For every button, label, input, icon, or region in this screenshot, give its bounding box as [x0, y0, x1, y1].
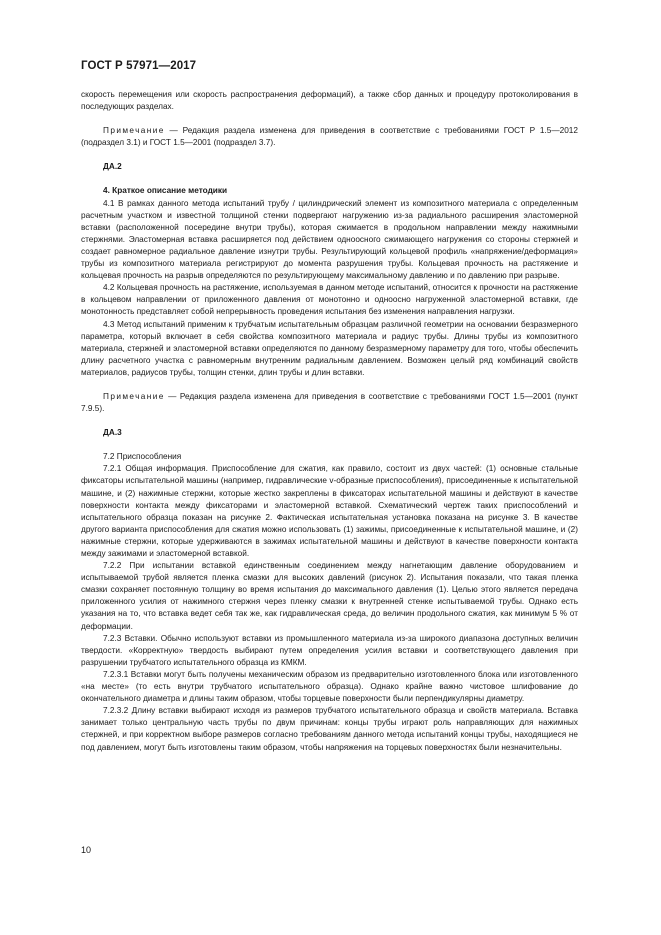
section-heading-4: 4. Краткое описание методики	[103, 186, 228, 196]
clause-7-2-3: 7.2.3 Вставки. Обычно используют вставки из промышленного материала из-за широкого диапазона доступных величин твердости. «Корректную» твердость выбирают путем определения усилия вставки и соответствующего давления при разрушении трубчатого испытательного образца из КМКМ.	[81, 633, 578, 667]
page-number: 10	[81, 845, 92, 855]
note-label: Примечание	[103, 391, 165, 401]
standard-header: ГОСТ Р 57971—2017	[81, 60, 197, 72]
clause-7-2-2: 7.2.2 При испытании вставкой единственным соединением между нагнетающим давление оборудованием и испытываемой трубой является пленка смазки для высоких давлений (рисунок 2). Испытания показали, что такая пленка смазки сохраняет постоянную толщину во время испытания до максимального давления (1). Целью этого является передача приложенного усилия от нажимного стержня через пленку смазки к внутренней стенке испытываемой трубы. Однако есть указания на то, что вставка ведет себя так же, как гидравлическая среда, до величин продольного сжатия, как минимум 5 % от деформации.	[81, 561, 578, 631]
appendix-section-da2: ДА.2	[103, 162, 122, 172]
note-label: Примечание	[103, 126, 165, 136]
section-heading-7-2: 7.2 Приспособления	[103, 452, 182, 462]
clause-7-2-3-1: 7.2.3.1 Вставки могут быть получены механическим образом из предварительно изготовленного блока или изготовленного «на месте» (то есть внутри трубчатого испытательного образца). Однако крайне важно чистовое шлифование до окончательного диаметра и длины таким образом, чтобы торцевые поверхности были перпендикулярны диаметру.	[81, 669, 578, 704]
clause-7-2-1: 7.2.1 Общая информация. Приспособление для сжатия, как правило, состоит из двух частей: (1) основные стальные фиксаторы испытательной машины (например, гидравлические v-образные приспособления), присоединенные к испытательной машине, и (2) нажимные стержни, которые жестко закреплены в фиксаторах испытательной машины и действуют в качестве поверхности контакта между фиксаторами и эластомерной вставкой. Схематический чертеж таких приспособлений и испытательного образца показан на рисунке 2. Фактическая испытательная установка показана на рисунке 3. В качестве другого варианта приспособления для сжатия можно использовать (1) зажимы, присоединенные к испытательной машине, и (2) нажимные стержни, которые удерживаются в зажимах испытательной машины и действуют в качестве поверхности контакта между зажимами и эластомерной вставкой.	[81, 464, 578, 558]
note-text: Редакция раздела изменена для приведения в соответствие с требованиями ГОСТ 1.5—2001 (пункт 7.9.5).	[81, 391, 578, 414]
appendix-section-da3: ДА.3	[103, 428, 122, 438]
note-text: Редакция раздела изменена для приведения в соответствие с требованиями ГОСТ Р 1.5—2012 (подраздел 3.1) и ГОСТ 1.5—2001 (подраздел 3.7).	[81, 126, 578, 148]
clause-7-2-3-2: 7.2.3.2 Длину вставки выбирают исходя из размеров трубчатого испытательного образца и свойств материала. Вставка занимает только центральную часть трубы по двум причинам: концы трубы играют роль направляющих для нажимных стержней, и при корректном выборе размеров согласно требованиям данного метода испытаний концы трубы, находящиеся не под давлением, могут быть изготовлены таким образом, чтобы напряжения на торцевых поверхностях были незначительны.	[81, 706, 578, 752]
note-dash: —	[164, 391, 180, 401]
page-content	[81, 89, 578, 754]
clause-4-1: 4.1 В рамках данного метода испытаний трубу / цилиндрический элемент из композитного материала с определенным расчетным участком и известной толщиной стенки подвергают нагружению из-за радиального расширения эластомерной вставки (расположенной посередине внутри трубы), которая сжимается в продольном направлении между нажимными стержнями. Эластомерная вставка расширяется под действием одноосного сжимающего нагружения со стороны стержней и создает равномерное радиальное давление изнутри трубы. Результирующий кольцевой профиль «напряжение/деформация» трубы из композитного материала регистрируют до момента разрушения трубы. Кольцевая прочность на растяжение и кольцевая прочность на разрыв определяются по результирующему максимальному давлению и по давлению при разрыве.	[81, 198, 578, 281]
note-2	[81, 391, 578, 415]
clause-4-2: 4.2 Кольцевая прочность на растяжение, используемая в данном методе испытаний, относится к прочности на растяжение в кольцевом направлении от приложенного давления от монотонно и одноосно нагруженной эластомерной вставки, где монотонность представляет собой непрерывность проведения испытания без изменения направления нагрузки.	[81, 283, 578, 317]
note-1	[81, 125, 578, 149]
note-dash: —	[164, 126, 183, 136]
paragraph-continuation: скорость перемещения или скорость распространения деформаций), а также сбор данных и процедуру протоколирования в последующих разделах.	[81, 90, 578, 112]
clause-4-3: 4.3 Метод испытаний применим к трубчатым испытательным образцам различной геометрии на основании безразмерного параметра, который включает в себя свойства композитного материала и радиус трубы. Длины трубы из композитного материала, стержней и эластомерной вставки определяются по данному безразмерному параметру для того, чтобы обеспечить длину расчетного участка с равномерным внутренним радиальным давлением. Возможен целый ряд комбинаций свойств материалов, радиусов трубы, толщин стенки, длин трубы и длин вставки.	[81, 319, 578, 377]
